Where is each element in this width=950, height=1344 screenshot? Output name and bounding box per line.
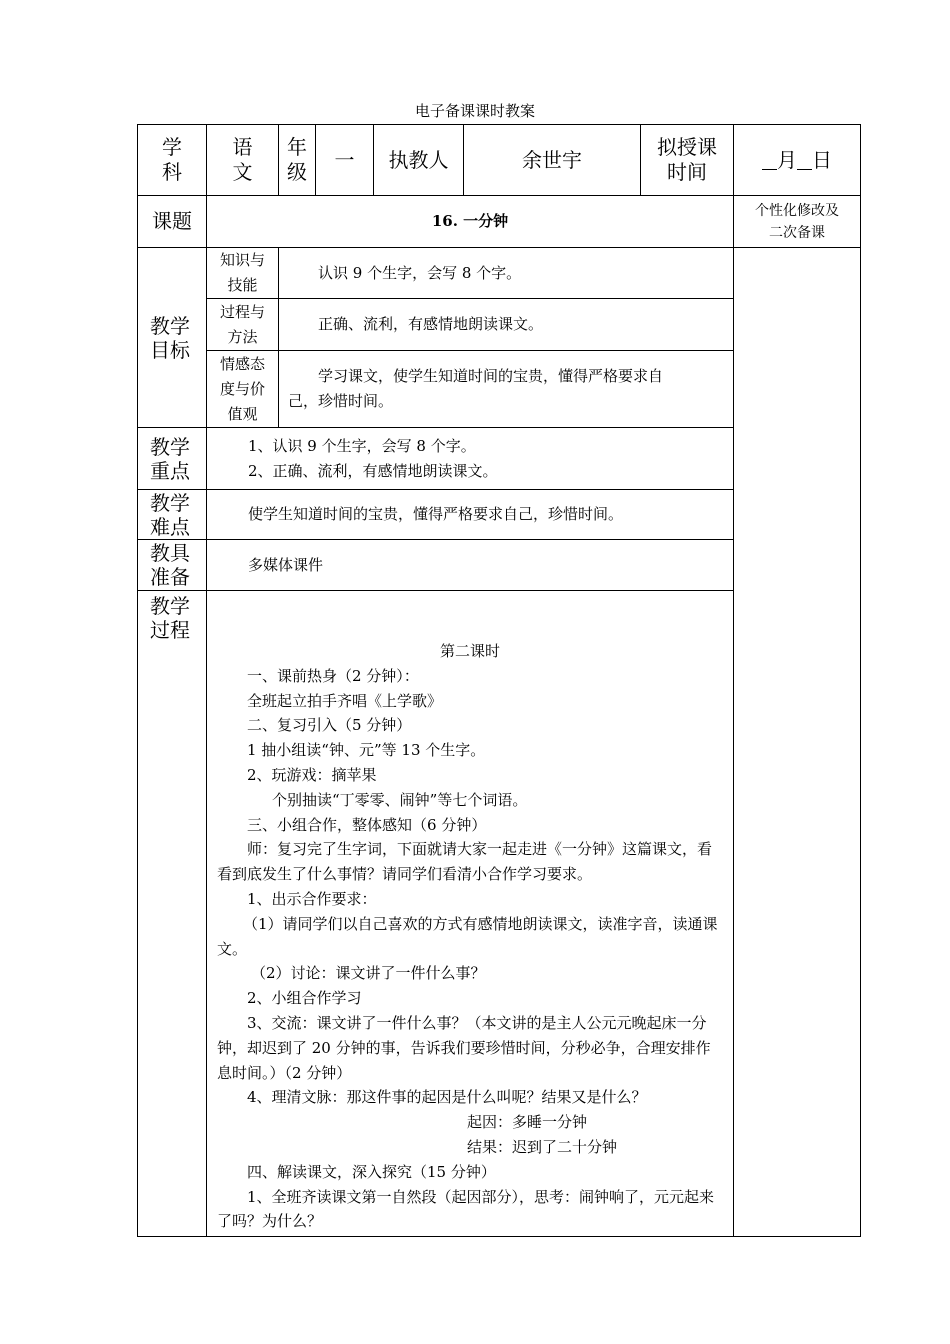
- topic-row: [138, 196, 861, 248]
- goal-knowledge-label: 知识与 技能: [207, 248, 279, 299]
- goals-label: 教学 目标: [138, 248, 207, 428]
- header-row: [138, 125, 861, 196]
- teacher-label: 执教人: [374, 125, 464, 196]
- process-line: 结果：迟到了二十分钟: [467, 1137, 618, 1156]
- process-line: 2、小组合作学习: [247, 989, 362, 1008]
- revision-notes-area: [734, 248, 861, 1237]
- process-line: 一、课前热身（2 分钟）：: [247, 666, 419, 685]
- goal-row-knowledge: [138, 248, 861, 299]
- process-line: 1、出示合作要求：: [247, 889, 377, 908]
- topic-value: 16. 一分钟: [207, 196, 734, 248]
- document-title: 电子备课课时教案: [414, 102, 535, 120]
- revision-column-header: 个性化修改及 二次备课: [734, 196, 861, 248]
- grade-label: 年 级: [279, 125, 316, 196]
- process-line: 全班起立拍手齐唱《上学歌》: [247, 691, 443, 710]
- goal-process-text: 正确、流利，有感情地朗读课文。: [279, 299, 734, 351]
- process-line: 起因：多睡一分钟: [467, 1113, 588, 1132]
- topic-label: 课题: [138, 196, 207, 248]
- subject-value: 语 文: [207, 125, 279, 196]
- lesson-plan-table: [137, 124, 861, 1237]
- process-line: 师：复习完了生字词，下面就请大家一起走进《一分钟》这篇课文，看看到底发生了什么事情？请同学们看清小合作学习要求。: [217, 840, 713, 884]
- goal-emotion-text: 学习课文，使学生知道时间的宝贵，懂得严格要求自 己，珍惜时间。: [279, 351, 734, 428]
- tools-text: 多媒体课件: [207, 540, 734, 591]
- time-label: 拟授课 时间: [641, 125, 734, 196]
- process-line: （1）请同学们以自己喜欢的方式有感情地朗读课文，读准字音，读通课文。: [217, 914, 718, 958]
- goal-process-label: 过程与 方法: [207, 299, 279, 351]
- tools-label: 教具 准备: [138, 540, 207, 591]
- teacher-value: 余世宇: [464, 125, 641, 196]
- process-content: [207, 591, 734, 1237]
- process-line: 1、全班齐读课文第一自然段（起因部分），思考：闹钟响了，元元起来了吗？为什么？: [217, 1187, 715, 1231]
- goal-emotion-label: 情感态 度与价 值观: [207, 351, 279, 428]
- process-line: 四、解读课文，深入探究（15 分钟）: [247, 1162, 496, 1181]
- lesson-title: 第二课时: [439, 642, 500, 660]
- difficulties-label: 教学 难点: [138, 490, 207, 540]
- goal-knowledge-text: 认识 9 个生字，会写 8 个字。: [279, 248, 734, 299]
- process-line: 1 抽小组读“钟、元”等 13 个生字。: [247, 741, 486, 760]
- date-value: 月 日: [734, 125, 861, 196]
- process-line: 三、小组合作，整体感知（6 分钟）: [247, 815, 487, 834]
- difficulties-text: 使学生知道时间的宝贵，懂得严格要求自己，珍惜时间。: [207, 490, 734, 540]
- process-label: 教学 过程: [138, 591, 207, 1237]
- key-points-text: 1、认识 9 个生字，会写 8 个字。 2、正确、流利，有感情地朗读课文。: [207, 428, 734, 490]
- key-points-label: 教学 重点: [138, 428, 207, 490]
- process-line: 3、交流：课文讲了一件什么事？（本文讲的是主人公元元晚起床一分钟，却迟到了 20 分钟的事，告诉我们要珍惜时间，分秒必争，合理安排作息时间。）（2 分钟）: [217, 1013, 711, 1082]
- grade-value: 一: [316, 125, 374, 196]
- process-line: 二、复习引入（5 分钟）: [247, 716, 412, 735]
- process-line: 个别抽读“丁零零、闹钟”等七个词语。: [272, 790, 528, 809]
- process-line: （2）讨论：课文讲了一件什么事？: [251, 964, 486, 983]
- process-line: 4、理清文脉：那这件事的起因是什么叫呢？结果又是什么？: [247, 1088, 647, 1107]
- subject-label: 学 科: [138, 125, 207, 196]
- process-line: 2、玩游戏：摘苹果: [247, 765, 377, 784]
